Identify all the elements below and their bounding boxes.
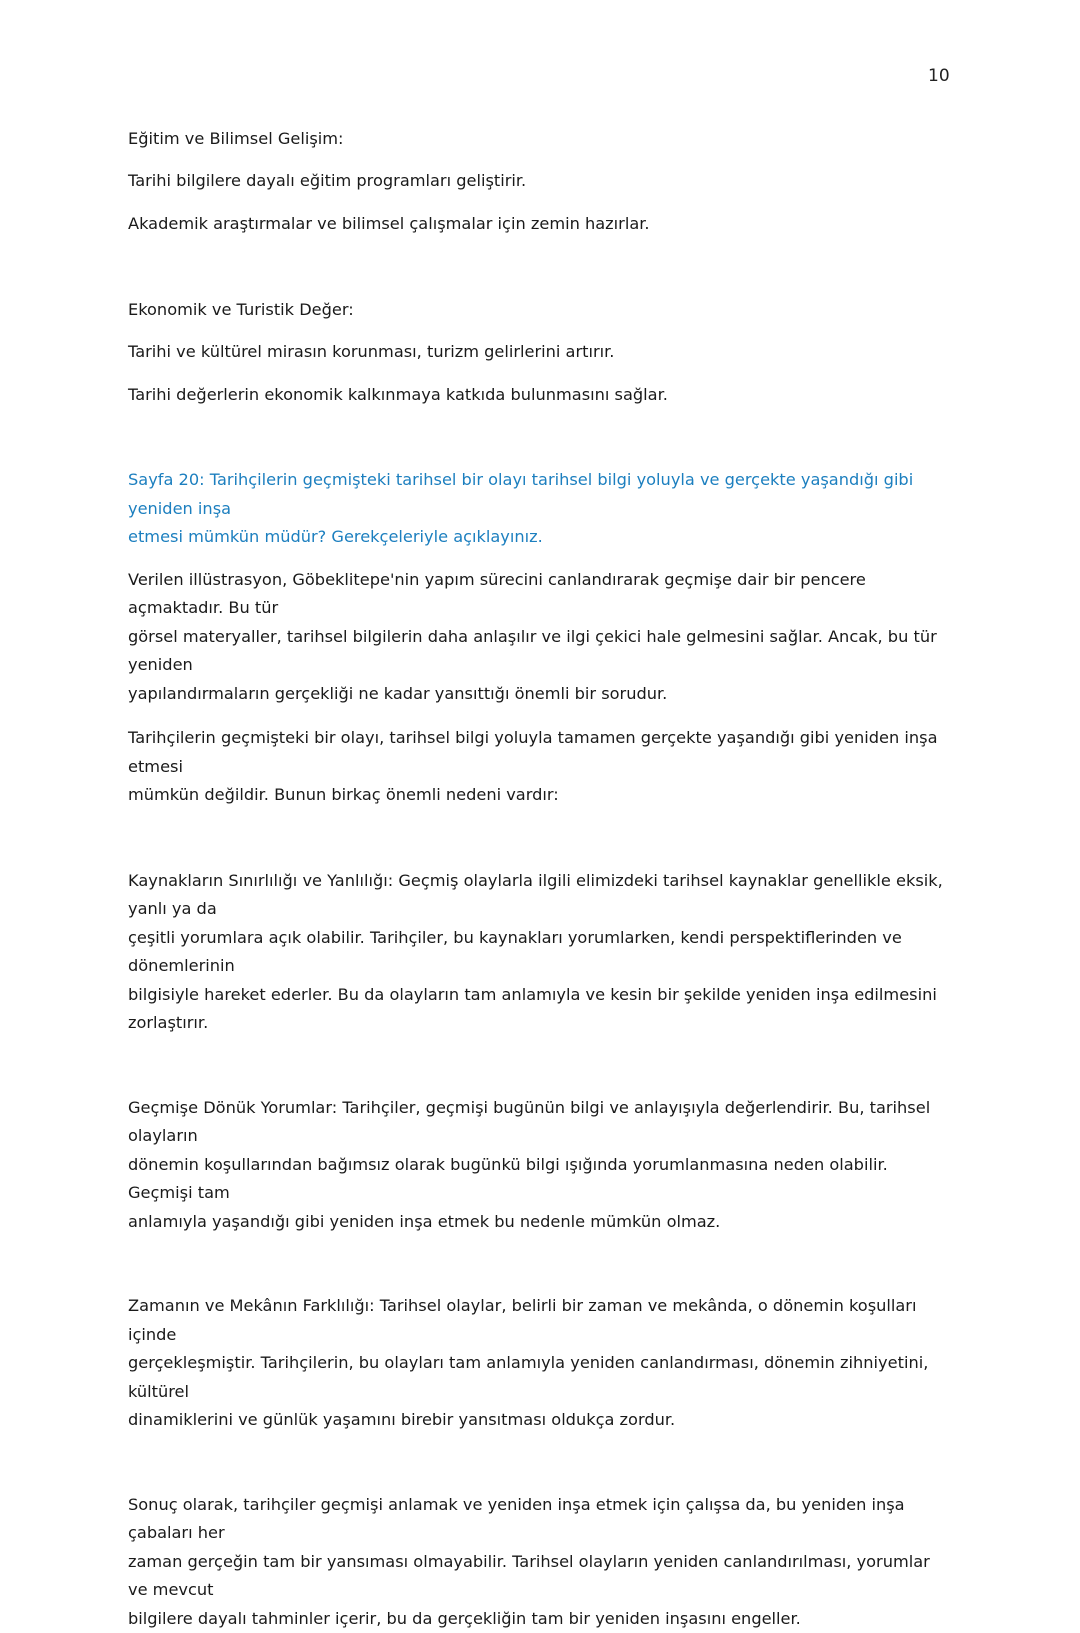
intro-paragraph: Verilen illüstrasyon, Göbeklitepe'nin yapım sürecini canlandırarak geçmişe dair bir pencere açmaktadır. Bu tür görsel materyaller, tarihsel bilgilerin daha anlaşılır ve ilgi çekici hale gelmesini sağlar. Ancak, bu tür yeniden yapılandırmaların gerçekliği ne kadar yansıttığı önemli bir sorudur. [128, 566, 948, 709]
economy-item-1: Tarihi ve kültürel mirasın korunması, turizm gelirlerini artırır. [128, 341, 948, 363]
retro-paragraph: Geçmişe Dönük Yorumlar: Tarihçiler, geçmişi bugünün bilgi ve anlayışıyla değerlendirir. Bu, tarihsel olayların dönemin koşullarından bağımsız olarak bugünkü bilgi ışığında yorumlanmasına neden olabilir. Geçmişi tam anlamıyla yaşandığı gibi yeniden inşa etmek bu nedenle mümkün olmaz. [128, 1094, 948, 1237]
economy-heading: Ekonomik ve Turistik Değer: [128, 299, 948, 321]
education-heading: Eğitim ve Bilimsel Gelişim: [128, 128, 948, 150]
question-text: Sayfa 20: Tarihçilerin geçmişteki tarihsel bir olayı tarihsel bilgi yoluyla ve gerçekte yaşandığı gibi yeniden inşa etmesi mümkün müdür? Gerekçeleriyle açıklayınız. [128, 466, 948, 552]
thesis-paragraph: Tarihçilerin geçmişteki bir olayı, tarihsel bilgi yoluyla tamamen gerçekte yaşandığı gibi yeniden inşa etmesi mümkün değildir. Bunun birkaç önemli nedeni vardır: [128, 724, 948, 810]
conclusion-paragraph: Sonuç olarak, tarihçiler geçmişi anlamak ve yeniden inşa etmek için çalışsa da, bu yeniden inşa çabaları her zaman gerçeğin tam bir yansıması olmayabilir. Tarihsel olayların yeniden canlandırılması, yorumlar ve mevcut bilgilere dayalı tahminler içerir, bu da gerçekliğin tam bir yeniden inşasını engeller. [128, 1491, 948, 1633]
education-item-2: Akademik araştırmalar ve bilimsel çalışmalar için zemin hazırlar. [128, 213, 948, 235]
sources-paragraph: Kaynakların Sınırlılığı ve Yanlılığı: Geçmiş olaylarla ilgili elimizdeki tarihsel kaynaklar genellikle eksik, yanlı ya da çeşitli yorumlara açık olabilir. Tarihçiler, bu kaynakları yorumlarken, kendi perspektiflerinden ve dönemlerinin bilgisiyle hareket ederler. Bu da olayların tam anlamıyla ve kesin bir şekilde yeniden inşa edilmesini zorlaştırır. [128, 867, 948, 1038]
economy-item-2: Tarihi değerlerin ekonomik kalkınmaya katkıda bulunmasını sağlar. [128, 384, 948, 406]
education-item-1: Tarihi bilgilere dayalı eğitim programları geliştirir. [128, 170, 948, 192]
document-body [128, 128, 948, 1633]
time-place-paragraph: Zamanın ve Mekânın Farklılığı: Tarihsel olaylar, belirli bir zaman ve mekânda, o dönemin koşulları içinde gerçekleşmiştir. Tarihçilerin, bu olayları tam anlamıyla yeniden canlandırması, dönemin zihniyetini, kültürel dinamiklerini ve günlük yaşamını birebir yansıtması oldukça zordur. [128, 1292, 948, 1435]
page-number: 10 [928, 66, 950, 86]
